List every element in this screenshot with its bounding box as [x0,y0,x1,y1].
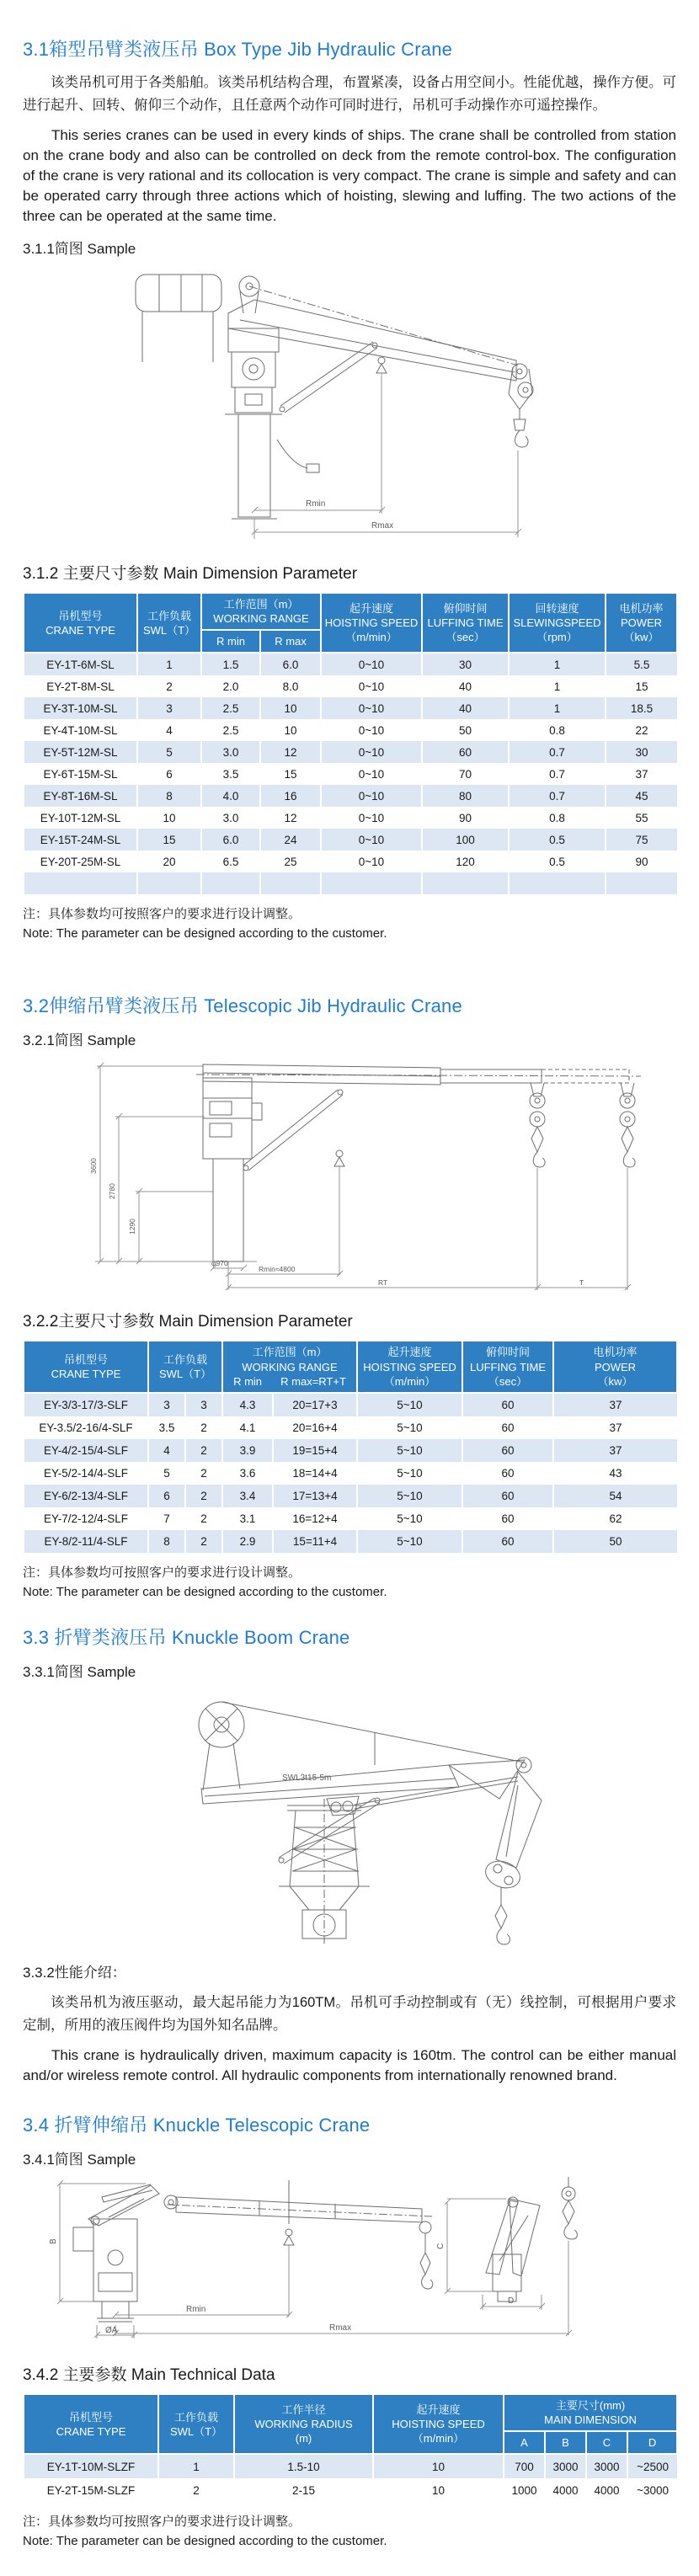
knuckle-boom-crane-drawing [122,1684,676,1947]
table-cell: 3.5 [148,1416,185,1439]
table-cell: 15 [137,829,201,851]
table-cell: ~2500 [627,2454,677,2478]
table-cell: 18=14+4 [273,1462,357,1485]
main-dimension-table-3-1-2 [23,592,678,894]
main-dimension-table-3-2-2 [23,1340,678,1552]
table-cell: 6 [148,1485,185,1507]
table-row [24,1439,677,1462]
table-cell: 22 [606,719,677,741]
table-cell: EY-6T-15M-SL [24,763,137,785]
table-cell: 3.1 [222,1507,273,1530]
section-3-1-paragraph-cn: 该类吊机可用于各类船舶。该类吊机结构合理，布置紧凑，设备占用空间小。性能优越，操作方便。可进行起升、回转、俯仰三个动作，且任意两个动作可同时进行，吊机可手动操作亦可遥控操作。 [23,75,676,113]
table-cell: 5~10 [357,1439,462,1462]
table-cell: EY-6/2-13/4-SLF [24,1485,148,1507]
table-cell: 0~10 [321,763,422,785]
hook [564,2224,578,2239]
col-main-dimension-header: 主要尺寸(mm) MAIN DIMENSION [504,2394,677,2431]
table-cell: 2.0 [201,675,260,697]
table-cell: 2 [185,1416,222,1439]
table-cell: 3.5 [201,763,260,785]
extended-boom [176,2197,422,2222]
table-cell: 3.9 [222,1439,273,1462]
table-cell: 15 [260,763,321,785]
box-jib-crane-drawing [122,261,676,546]
table-cell: 2 [137,675,201,697]
table-row [24,807,677,829]
hook [515,430,528,447]
table-cell: EY-2T-15M-SLZF [24,2478,158,2502]
table-header-row [24,1341,677,1392]
table-cell: 45 [606,785,677,807]
table-cell: 2 [185,1439,222,1462]
table-cell: 37 [553,1393,677,1416]
table-cell: 80 [422,785,509,807]
table-cell: ~3000 [627,2478,677,2502]
table-cell: 60 [462,1393,553,1416]
table-row [24,719,677,741]
table-cell: EY-2T-8M-SL [24,675,137,697]
col-working-range-header: 工作范围（m） WORKING RANGE R min R max=RT+T [222,1341,357,1392]
table-cell: 12 [260,807,321,829]
col-crane-type-header: 吊机型号 CRANE TYPE [24,1341,148,1392]
table-cell: 3.4 [222,1485,273,1507]
table-cell: 2 [185,1462,222,1485]
table-cell: 3.6 [222,1462,273,1485]
table-cell [509,872,606,894]
table-cell [422,872,509,894]
dim-dia970-label: φ970 [211,1259,228,1268]
table-cell: 8 [137,785,201,807]
col-c-header: C [586,2431,627,2454]
table-cell [201,872,260,894]
table-row [24,1393,677,1416]
table-cell: 16 [260,785,321,807]
table-row [24,829,677,851]
table-cell: 5~10 [357,1507,462,1530]
table-cell: 62 [553,1507,677,1530]
section-3-2-sample-heading: 3.2.1简图 Sample [23,1032,136,1049]
table-header-row [24,593,677,630]
section-3-1-paragraph-en: This series cranes can be used in every kinds of ships. The crane shall be controlled from station on the crane body and also can be controlled on deck from the remote control-box. The configuration of the crane is very rational and its collocation is very compact. The crane is simple and safety and can be operated carry through three actions which of hoisting, slewing and luffing. The two actions of the three can be operated at the same time. [23,127,676,224]
table-row [24,872,677,894]
col-rmax-header: R max=RT+T [280,1374,346,1388]
table-cell: 0.7 [509,763,606,785]
table-cell: 60 [462,1462,553,1485]
pedestal-column [238,414,270,517]
boom [228,300,516,381]
table-cell: 10 [373,2454,504,2478]
table-cell: 7 [148,1507,185,1530]
motor-box [73,2227,93,2251]
table-cell: EY-3T-10M-SL [24,697,137,719]
col-d-header: D [627,2431,677,2454]
col-a-header: A [504,2431,545,2454]
col-swl-header: 工作负载 SWL（T） [158,2394,234,2454]
col-luffing-time-header: 俯仰时间 LUFFING TIME （sec） [462,1341,553,1392]
table-cell: 0~10 [321,675,422,697]
table-row [24,785,677,807]
note-cn: 注：具体参数均可按照客户的要求进行设计调整。 [23,1565,301,1580]
col-crane-type-header: 吊机型号 CRANE TYPE [24,593,137,653]
rmin-dim-label: Rmin [186,2304,206,2314]
table-cell: 40 [422,697,509,719]
table-cell: 2.5 [201,697,260,719]
table-cell: 50 [553,1530,677,1553]
table-cell: 3000 [545,2454,586,2478]
note-en: Note: The parameter can be designed according to the customer. [23,926,387,941]
col-b-header: B [545,2431,586,2454]
table-cell: 0~10 [321,719,422,741]
table-cell: 1 [137,653,201,675]
table-cell: 19=15+4 [273,1439,357,1462]
table-cell: 2.9 [222,1530,273,1553]
table-cell: 17=13+4 [273,1485,357,1507]
col-working-range-header: 工作范围（m） WORKING RANGE [201,593,321,630]
boom-swl-label: SWL3t15-5m [282,1773,332,1783]
table-cell: 5 [148,1462,185,1485]
section-3-2-heading: 3.2伸缩吊臂类液压吊 Telescopic Jib Hydraulic Crane [23,995,462,1017]
col-power-header: 电机功率 POWER （kw） [553,1341,677,1392]
table-cell: 10 [260,697,321,719]
section-3-1-sample-heading: 3.1.1简图 Sample [23,241,136,257]
table-cell: 0.5 [509,851,606,872]
section-3-3-heading: 3.3 折臂类液压吊 Knuckle Boom Crane [23,1626,350,1648]
table-3-1-2-heading: 3.1.2 主要尺寸参数 Main Dimension Parameter [23,565,358,583]
table-cell: 20 [137,851,201,872]
table-cell: 0.8 [509,719,606,741]
table-cell: 50 [422,719,509,741]
table-cell: 60 [462,1507,553,1530]
table-cell: 0~10 [321,807,422,829]
table-cell: 5~10 [357,1393,462,1416]
table-cell: 1 [509,653,606,675]
col-hoisting-speed-header: 起升速度 HOISTING SPEED （m/min） [357,1341,462,1392]
hook-block [514,419,526,430]
table-cell: 3 [185,1393,222,1416]
col-hoisting-speed-header: 起升速度 HOISTING SPEED （m/min） [373,2394,504,2454]
table-cell: 60 [462,1485,553,1507]
table-cell: 60 [462,1439,553,1462]
table-cell: 0~10 [321,851,422,872]
rmin-dim-label: Rmin≈4800 [259,1265,296,1274]
rt-dim-label: RT [378,1278,388,1288]
table-cell: 1 [509,675,606,697]
dim-1290-label: 1290 [128,1219,136,1235]
table-cell: 10 [373,2478,504,2502]
table-cell: 4.3 [222,1393,273,1416]
table-cell: 10 [260,719,321,741]
table-cell: 15 [606,675,677,697]
table-cell: EY-8/2-11/4-SLF [24,1530,148,1553]
table-cell: 0~10 [321,829,422,851]
table-cell: 4 [148,1439,185,1462]
section-3-3-sample-heading: 3.3.1简图 Sample [23,1663,136,1680]
table-cell: 2 [158,2478,234,2502]
table-cell [321,872,422,894]
remote-control-box [307,464,319,472]
table-cell: 5~10 [357,1530,462,1553]
table-cell: 55 [606,807,677,829]
table-cell: 700 [504,2454,545,2478]
table-cell: 0~10 [321,741,422,763]
table-row [24,2478,677,2502]
table-cell: 4.1 [222,1416,273,1439]
table-cell: 10 [137,807,201,829]
table-cell: 1.5-10 [234,2454,373,2478]
c-dim-label: C [436,2243,446,2249]
table-cell: 30 [606,741,677,763]
table-cell [260,872,321,894]
table-cell: 15=11+4 [273,1530,357,1553]
table-cell: 1 [509,697,606,719]
col-luffing-time-header: 俯仰时间 LUFFING TIME （sec） [422,593,509,653]
boom-extended-section [542,1069,629,1083]
table-cell: 18.5 [606,697,677,719]
col-hoisting-speed-header: 起升速度 HOISTING SPEED （m/min） [321,593,422,653]
table-cell: 0~10 [321,785,422,807]
table-cell: EY-4T-10M-SL [24,719,137,741]
knuckle-telescopic-crane-drawing [45,2173,676,2347]
table-cell: 120 [422,851,509,872]
table-cell: 3.0 [201,807,260,829]
table-cell: 70 [422,763,509,785]
table-cell: EY-10T-12M-SL [24,807,137,829]
col-rmin-header: R min [233,1374,263,1388]
table-cell: 4.0 [201,785,260,807]
table-cell: 43 [553,1462,677,1485]
table-cell: 2-15 [234,2478,373,2502]
table-cell: 2 [185,1507,222,1530]
dim-2780-label: 2780 [108,1183,116,1200]
hook [533,1152,545,1167]
table-cell: 0~10 [321,697,422,719]
note-cn: 注：具体参数均可按照客户的要求进行设计调整。 [23,2515,301,2530]
section-3-4-heading: 3.4 折臂伸缩吊 Knuckle Telescopic Crane [23,2114,371,2136]
table-cell: 5~10 [357,1485,462,1507]
note-en: Note: The parameter can be designed according to the customer. [23,1584,387,1599]
table-cell: 37 [553,1439,677,1462]
note-en: Note: The parameter can be designed according to the customer. [23,2534,387,2549]
d-dim-label: D [508,2296,515,2306]
table-cell: EY-7/2-12/4-SLF [24,1507,148,1530]
table-cell: 0.7 [509,785,606,807]
table-row [24,1507,677,1530]
col-power-header: 电机功率 POWER （kw） [606,593,677,653]
table-cell: 75 [606,829,677,851]
railing [136,275,221,312]
table-cell: EY-1T-6M-SL [24,653,137,675]
note-cn: 注：具体参数均可按照客户的要求进行设计调整。 [23,907,301,922]
col-swl-header: 工作负载 SWL（T） [137,593,201,653]
table-cell: EY-4/2-15/4-SLF [24,1439,148,1462]
table-cell: 37 [553,1416,677,1439]
table-row [24,675,677,697]
table-cell: 1 [158,2454,234,2478]
table-cell: 6.0 [260,653,321,675]
section-3-1-heading: 3.1箱型吊臂类液压吊 Box Type Jib Hydraulic Crane [23,39,453,60]
table-cell: 4000 [545,2478,586,2502]
table-cell: EY-3.5/2-16/4-SLF [24,1416,148,1439]
table-cell: 5~10 [357,1462,462,1485]
table-cell: 100 [422,829,509,851]
table-cell: EY-3/3-17/3-SLF [24,1393,148,1416]
dim-3600-label: 3600 [89,1158,98,1175]
dia-a-dim-label: ØA [105,2325,118,2335]
table-3-2-2-heading: 3.2.2主要尺寸参数 Main Dimension Parameter [23,1313,353,1331]
rmin-dim-label: Rmin [306,499,326,509]
table-cell: 37 [606,763,677,785]
table-cell: 3 [137,697,201,719]
table-cell: 12 [260,741,321,763]
table-cell [24,872,137,894]
table-row [24,1485,677,1507]
table-row [24,1530,677,1553]
table-cell: EY-15T-24M-SL [24,829,137,851]
table-cell: 8 [148,1530,185,1553]
col-slewing-speed-header: 回转速度 SLEWINGSPEED （rpm） [509,593,606,653]
main-technical-data-table-3-4-2 [23,2393,678,2502]
col-working-radius-header: 工作半径 WORKING RADIUS (m) [234,2394,373,2454]
table-cell: 1000 [504,2478,545,2502]
table-header-row [24,2394,677,2431]
table-cell: EY-5/2-14/4-SLF [24,1462,148,1485]
pedestal-body [93,2219,137,2301]
section-3-3-performance-heading: 3.3.2性能介绍： [23,1964,126,1981]
table-cell: 0.5 [509,829,606,851]
table-3-4-2-heading: 3.4.2 主要参数 Main Technical Data [23,2365,275,2384]
col-crane-type-header: 吊机型号 CRANE TYPE [24,2394,158,2454]
col-rmin-header: R min [201,630,260,653]
table-cell: 24 [260,829,321,851]
col-rmax-header: R max [260,630,321,653]
table-cell: 6.5 [201,851,260,872]
table-cell: 5 [137,741,201,763]
table-row [24,2454,677,2478]
table-cell: 20=16+4 [273,1416,357,1439]
table-row [24,851,677,872]
table-cell: 6 [137,763,201,785]
table-cell: 40 [422,675,509,697]
knuckle-arm [496,1772,542,1868]
table-cell: 1.5 [201,653,260,675]
table-cell: 60 [462,1530,553,1553]
table-cell: 4 [137,719,201,741]
table-cell: 16=12+4 [273,1507,357,1530]
hook [623,1152,635,1167]
hook [497,1928,510,1944]
table-cell: 4000 [586,2478,627,2502]
section-3-3-paragraph-cn: 该类吊机为液压驱动，最大起吊能力为160TM。吊机可手动控制或有（无）线控制，可根据用户要求定制，所用的液压阀件均为国外知名品牌。 [23,1994,676,2033]
table-cell: EY-8T-16M-SL [24,785,137,807]
rmax-dim-label: Rmax [329,2323,352,2333]
table-cell: 60 [422,741,509,763]
telescopic-jib-crane-drawing [78,1054,676,1293]
table-cell: 2.5 [201,719,260,741]
table-cell: 90 [422,807,509,829]
table-cell: EY-5T-12M-SL [24,741,137,763]
b-dim-label: B [49,2238,58,2244]
section-3-4-sample-heading: 3.4.1简图 Sample [23,2151,136,2168]
table-cell: 20=17+3 [273,1393,357,1416]
section-3-3-paragraph-en: This crane is hydraulically driven, maximum capacity is 160tm. The control can be either manual and/or wireless remote control. All hydraulic components from internationally renowned brand. [23,2046,676,2083]
table-row [24,741,677,763]
t-dim-label: T [579,1278,584,1288]
table-row [24,697,677,719]
pedestal-column [213,1159,243,1261]
rmax-dim-label: Rmax [371,521,394,531]
table-cell: 60 [462,1416,553,1439]
table-cell: 3.0 [201,741,260,763]
table-row [24,1416,677,1439]
table-cell: 2 [185,1485,222,1507]
table-cell: 0.8 [509,807,606,829]
table-cell [137,872,201,894]
table-row [24,763,677,785]
table-cell: 90 [606,851,677,872]
table-cell: 5~10 [357,1416,462,1439]
table-cell: EY-1T-10M-SLZF [24,2454,158,2478]
table-cell: 30 [422,653,509,675]
table-cell [606,872,677,894]
table-cell: 6.0 [201,829,260,851]
table-row [24,1462,677,1485]
table-cell: 2 [185,1530,222,1553]
hook [422,2275,433,2289]
table-cell: 3 [148,1393,185,1416]
table-cell: 0.7 [509,741,606,763]
winch-drum [243,358,264,380]
table-cell: 0~10 [321,653,422,675]
table-cell: EY-20T-25M-SL [24,851,137,872]
table-cell: 8.0 [260,675,321,697]
table-cell: 25 [260,851,321,872]
boom-telescopic-section [440,1069,542,1083]
table-cell: 3000 [586,2454,627,2478]
table-cell: 54 [553,1485,677,1507]
table-row [24,653,677,675]
col-swl-header: 工作负载 SWL（T） [148,1341,222,1392]
table-cell: 5.5 [606,653,677,675]
